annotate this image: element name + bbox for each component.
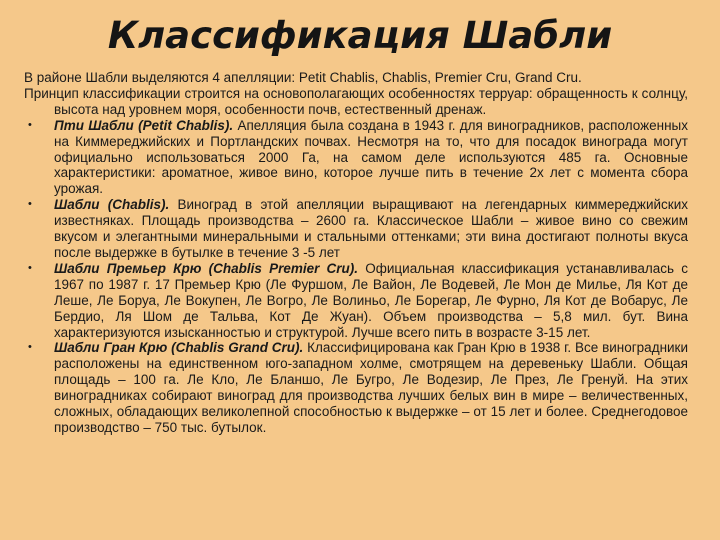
bullet-icon: •	[28, 341, 32, 354]
item-text: Апелляция была создана в 1943 г. для виноградников, расположенных на Киммереджийских и Портландских почвах. Несмотря на то, что для посадок винограда могут официально использоваться 2000 Га, на самом деле используются 485 га. Основные характеристики: ароматное, живое вино, которое лучше пить в течение 2х лет с момента сбора урожая.	[54, 117, 688, 197]
bullet-icon: •	[28, 198, 32, 211]
bullet-icon: •	[28, 261, 32, 274]
item-text: Виноград в этой апелляции выращивают на легендарных киммереджийских известняках. Площадь производства – 2600 га. Классическое Шабли – живое вино со свежим вкусом и элегантными минеральными и стальными оттенками; эти вина достигают полноты вкуса после выдержке в бутылке в течение 3 -5 лет	[54, 197, 688, 260]
slide-body	[24, 70, 688, 436]
intro-line-2: Принцип классификации строится на основополагающих особенностях терруар: обращенность к солнцу, высота над уровнем моря, особенности почв, естественный дренаж.	[24, 85, 688, 117]
item-term: Шабли Гран Крю (Chablis Grand Cru).	[54, 340, 304, 356]
intro-line-1: В районе Шабли выделяются 4 апелляции: Petit Chablis, Chablis, Premier Cru, Grand Cru.	[24, 70, 582, 85]
slide-title: Классификация Шабли	[107, 14, 613, 57]
item-term: Шабли (Chablis).	[54, 197, 170, 213]
item-text: Официальная классификация устанавливалась с 1967 по 1987 г. 17 Премьер Крю (Ле Фуршом, Ле Вайон, Ле Водевей, Ле Мон де Милье, Ля Кот де Леше, Ле Боруа, Ле Вокупен, Ле Вогро, Ле Волиньо, Ле Борегар, Ле Фурно, Ля Кот де Вобарус, Ле Бердио, Ля Шом де Тальва, Кот Де Жуан). Объем производства – 5,8 мил. бут. Вина характеризуются изысканностью и структурой. Лучше всего пить в возрасте 3-15 лет.	[54, 260, 689, 340]
item-term: Пти Шабли (Petit Chablis).	[54, 117, 234, 133]
list-item-premier-cru	[24, 261, 688, 341]
list-item-grand-cru	[24, 340, 688, 435]
list-item-petit-chablis	[24, 118, 688, 198]
item-text: Классифицирована как Гран Крю в 1938 г. Все виноградники расположены на единственном юго-западном холме, смотрящем на деревеньку Шабли. Общая площадь – 100 га. Ле Кло, Ле Бланшо, Ле Бугро, Ле Водезир, Ле През, Ле Гренуй. На этих виноградниках собирают виноград для производства лучших белых вин в мире – величественных, сложных, обладающих великолепной способностью к выдержке – от 15 лет и более. Среднегодовое производство – 750 тыс. бутылок.	[54, 340, 689, 435]
list-item-chablis	[24, 197, 688, 261]
bullet-icon: •	[28, 118, 32, 131]
item-term: Шабли Премьер Крю (Chablis Premier Cru).	[54, 260, 359, 276]
